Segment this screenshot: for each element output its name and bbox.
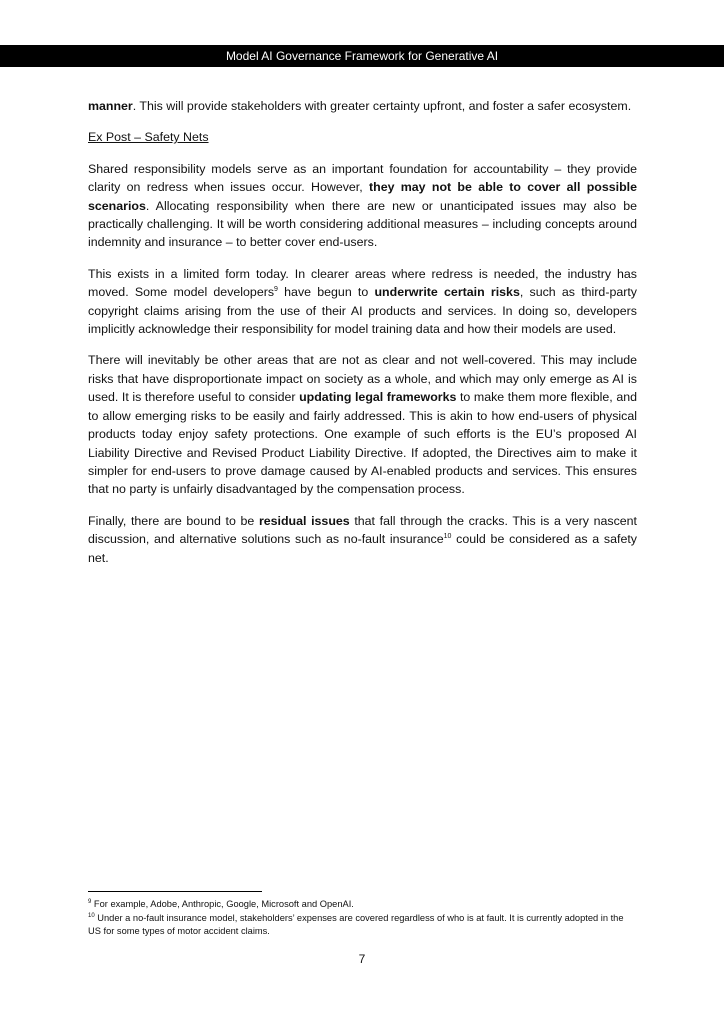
bold-phrase: manner	[88, 99, 133, 113]
bold-phrase: residual issues	[258, 513, 350, 528]
paragraph-shared-responsibility: Shared responsibility models serve as an important foundation for accountability – they provide clarity on redress when issues occur. However, they may not be able to cover all possible scenarios. Allocating responsibility when there are new or unanticipated issues may also be practically challenging. It will be worth considering additional measures – including concepts around indemnity and insurance – to better cover end-users.	[88, 161, 637, 250]
header-title: Model AI Governance Framework for Generative AI	[225, 49, 499, 63]
footnote-text: Under a no-fault insurance model, stakeholders’ expenses are covered regardless of who is at fault. It is currently adopted in the US for some types of motor accident claims.	[88, 912, 624, 936]
paragraph-legal-frameworks: There will inevitably be other areas that are not as clear and not well-covered. This may include risks that have disproportionate impact on society as a whole, and which may only emerge as AI is used. It is therefore useful to consider updating legal frameworks to make them more flexible, and to allow emerging risks to be easily and fairly addressed. This is akin to how end-users of physical products today enjoy safety protections. One example of such efforts is the EU’s proposed AI Liability Directive and Revised Product Liability Directive. If adopted, the Directives aim to make it simpler for end-users to prove damage caused by AI-enabled products and services. This ensures that no party is unfairly disadvantaged by the compensation process.	[88, 353, 637, 497]
bold-phrase: updating legal frameworks	[299, 390, 457, 405]
bold-phrase: underwrite certain risks	[374, 285, 520, 300]
footnote-ref-10[interactable]: 10	[443, 533, 452, 541]
page-number: 7	[358, 952, 366, 966]
page-body	[88, 97, 637, 580]
paragraph-intro: manner. This will provide stakeholders with greater certainty upfront, and foster a safer ecosystem.	[88, 99, 632, 113]
footnote-number: 10	[88, 912, 95, 919]
paragraph-residual-issues: Finally, there are bound to be residual issues that fall through the cracks. This is a very nascent discussion, and alternative solutions such as no-fault insurance$^{10}$ could be considered as a safety net.	[88, 513, 637, 565]
footnotes	[88, 898, 637, 939]
section-heading: Ex Post – Safety Nets	[88, 130, 209, 145]
running-header	[0, 45, 724, 67]
footnote-10	[88, 912, 637, 939]
footnote-text: For example, Adobe, Anthropic, Google, Microsoft and OpenAI.	[91, 899, 354, 909]
footnote-ref-9[interactable]: 9	[274, 286, 278, 294]
bold-phrase: they may not be able to cover all possible scenarios	[88, 180, 637, 213]
paragraph-limited-form: This exists in a limited form today. In clearer areas where redress is needed, the industry has moved. Some model developers$^9$ have begun to underwrite certain risks, such as third-party copyright claims arising from the use of their AI products and services. In doing so, developers implicitly acknowledge their responsibility for model training data and how their models are used.	[88, 266, 637, 337]
footnote-9	[88, 898, 637, 912]
footnote-number: 9	[88, 899, 92, 905]
footnote-divider	[88, 891, 262, 892]
